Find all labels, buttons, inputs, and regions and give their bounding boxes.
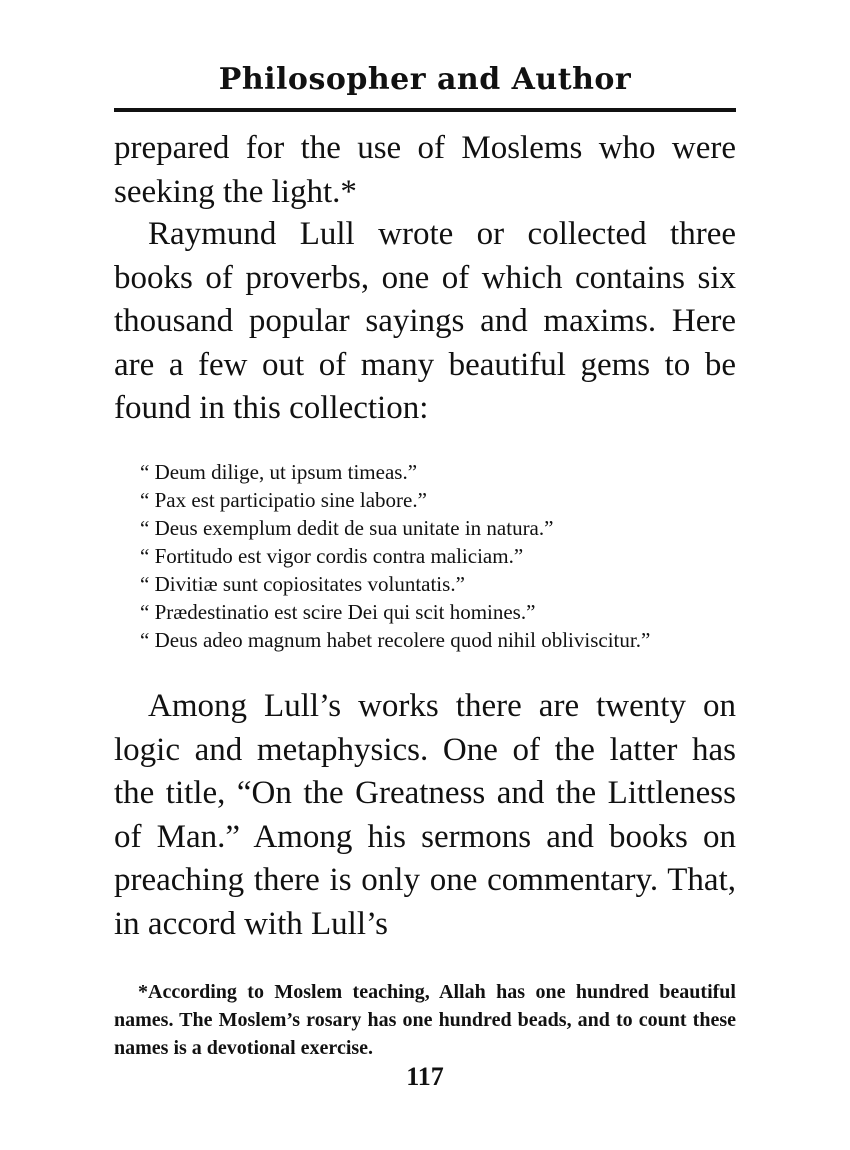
proverb-item: “ Pax est participatio sine labore.” [140, 488, 427, 512]
proverb-item: “ Fortitudo est vigor cordis contra maliciam.” [140, 544, 524, 568]
paragraph-continuation: prepared for the use of Moslems who were seeking the light.* [114, 130, 736, 210]
book-page [114, 0, 736, 1150]
proverb-item: “ Deum dilige, ut ipsum timeas.” [140, 460, 418, 484]
paragraph-works: Among Lull’s works there are twenty on logic and metaphysics. One of the latter has the title, “On the Greatness and the Littleness of Man.” Among his sermons and books on preaching there is only one commentary. That, in accord with Lull’s [114, 688, 736, 942]
paragraph-proverbs-intro: Raymund Lull wrote or collected three books of proverbs, one of which contains six thousand popular sayings and maxims. Here are a few out of many beautiful gems to be found in this collection: [114, 216, 736, 426]
header-rule [114, 108, 736, 112]
proverb-list [140, 458, 740, 654]
running-head: Philosopher and Author [218, 62, 632, 97]
page-number: 117 [406, 1062, 444, 1091]
proverb-item: “ Divitiæ sunt copiositates voluntatis.” [140, 572, 465, 596]
proverb-item: “ Deus exemplum dedit de sua unitate in natura.” [140, 516, 554, 540]
proverb-item: “ Deus adeo magnum habet recolere quod nihil obliviscitur.” [140, 628, 651, 652]
proverb-item: “ Prædestinatio est scire Dei qui scit homines.” [140, 600, 536, 624]
footnote: *According to Moslem teaching, Allah has one hundred beautiful names. The Moslem’s rosary has one hundred beads, and to count these names is a devotional exercise. [114, 981, 736, 1059]
